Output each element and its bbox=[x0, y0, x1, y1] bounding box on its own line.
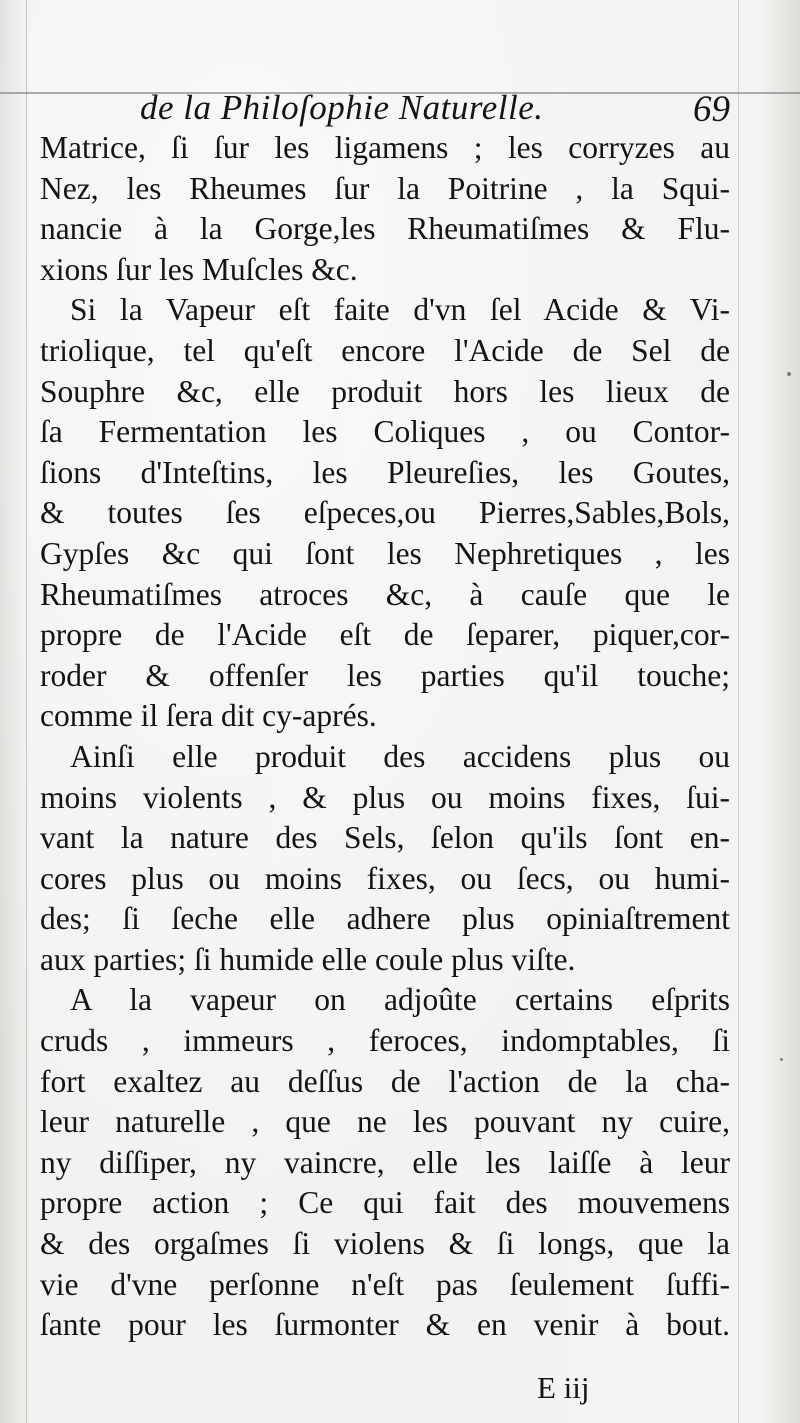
right-margin-line bbox=[738, 0, 739, 1423]
text-line: ſante pour les ſurmonter & en venir à bout. bbox=[40, 1307, 730, 1343]
text-line: & des orgaſmes ſi violens & ſi longs, que la bbox=[40, 1226, 730, 1262]
text-line: A la vapeur on adjoûte certains eſprits bbox=[70, 982, 730, 1018]
text-line: cores plus ou moins fixes, ou ſecs, ou humi- bbox=[40, 860, 730, 896]
text-line: Souphre &c, elle produit hors les lieux de bbox=[40, 373, 730, 409]
text-line: vie d'vne perſonne n'eſt pas ſeulement ſuffi- bbox=[40, 1266, 730, 1302]
text-line: Matrice, ſi ſur les ligamens ; les corryzes au bbox=[40, 130, 730, 165]
text-line: fort exaltez au deſſus de l'action de la cha- bbox=[40, 1063, 730, 1099]
text-line: propre action ; Ce qui fait des mouvemens bbox=[40, 1185, 730, 1221]
signature-mark: E iij bbox=[537, 1370, 590, 1405]
left-margin-line bbox=[26, 0, 27, 1423]
text-line: vant la nature des Sels, ſelon qu'ils ſont en- bbox=[40, 820, 730, 856]
paper-speck bbox=[787, 372, 791, 376]
page-number: 69 bbox=[693, 89, 730, 130]
text-line: nancie à la Gorge,les Rheumatiſmes & Flu- bbox=[40, 211, 730, 247]
running-title: de la Philoſophie Naturelle. bbox=[140, 88, 544, 127]
page-header bbox=[40, 82, 730, 132]
text-line: leur naturelle , que ne les pouvant ny cuire, bbox=[40, 1104, 730, 1140]
text-line: des; ſi ſeche elle adhere plus opiniaſtrement bbox=[40, 901, 730, 937]
text-line: Gypſes &c qui ſont les Nephretiques , les bbox=[40, 535, 730, 571]
text-line: cruds , immeurs , feroces, indomptables, ſi bbox=[40, 1023, 730, 1059]
text-line: Ainſi elle produit des accidens plus ou bbox=[70, 738, 730, 774]
text-line: triolique, tel qu'eſt encore l'Acide de Sel de bbox=[40, 332, 730, 368]
text-line: propre de l'Acide eſt de ſeparer, piquer,cor- bbox=[40, 617, 730, 653]
text-line: xions ſur les Muſcles &c. bbox=[40, 251, 358, 287]
text-line: comme il ſera dit cy-aprés. bbox=[40, 698, 377, 734]
text-line: ſions d'Inteſtins, les Pleureſies, les Goutes, bbox=[40, 454, 730, 490]
text-line: Nez, les Rheumes ſur la Poitrine , la Squi- bbox=[40, 170, 730, 206]
text-line: Rheumatiſmes atroces &c, à cauſe que le bbox=[40, 576, 730, 612]
body-text bbox=[40, 128, 730, 1346]
text-line: ny diſſiper, ny vaincre, elle les laiſſe à leur bbox=[40, 1144, 730, 1180]
text-line: roder & offenſer les parties qu'il touche; bbox=[40, 657, 730, 693]
text-line: ſa Fermentation les Coliques , ou Contor- bbox=[40, 414, 730, 450]
text-line: moins violents , & plus ou moins fixes, ſui- bbox=[40, 779, 730, 815]
paper-speck bbox=[780, 1058, 783, 1061]
page-footer bbox=[40, 1370, 730, 1410]
text-line: aux parties; ſi humide elle coule plus viſte. bbox=[40, 941, 576, 977]
text-line: Si la Vapeur eſt faite d'vn ſel Acide & Vi- bbox=[70, 292, 730, 328]
text-line: & toutes ſes eſpeces,ou Pierres,Sables,Bols, bbox=[40, 495, 730, 531]
